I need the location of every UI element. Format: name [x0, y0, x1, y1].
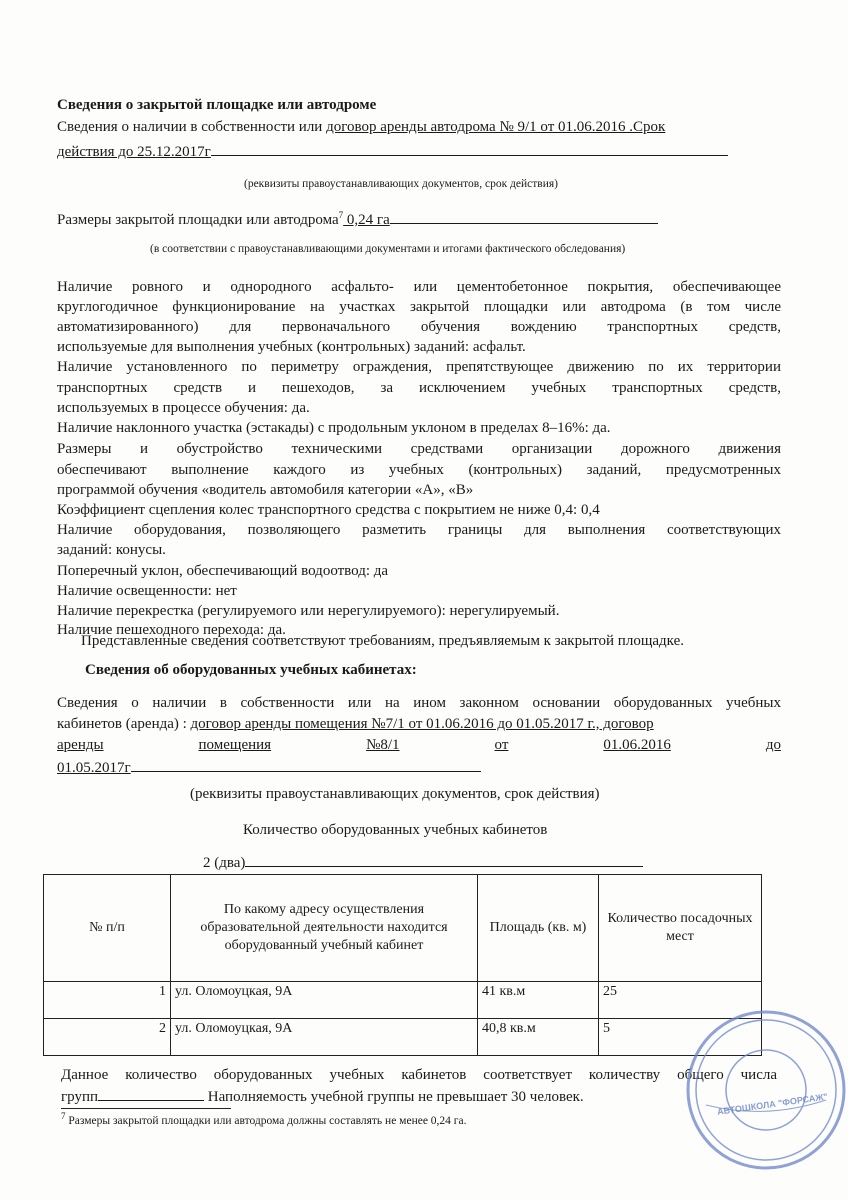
- cell-index: 1: [44, 982, 171, 1019]
- body-line: Наличие пешеходного перехода: да.: [57, 622, 286, 638]
- caption-requisites: (реквизиты правоустанавливающих документов, срок действия): [244, 178, 558, 190]
- blank-line: [245, 852, 643, 867]
- cabinets-line-1: Сведения о наличии в собственности или на ином законном основании оборудованных учебных: [57, 695, 781, 711]
- word: до: [765, 737, 781, 753]
- cell-area: 41 кв.м: [478, 982, 599, 1019]
- cabinets-line-2: [57, 715, 654, 734]
- body-line: заданий: конусы.: [57, 542, 166, 558]
- cell-address: ул. Оломоуцкая, 9А: [171, 1019, 478, 1056]
- blank-line: [390, 209, 658, 224]
- cabinets-table: [43, 874, 762, 1056]
- body-line: Поперечный уклон, обеспечивающий водоотвод: да: [57, 563, 389, 579]
- body-line: программой обучения «водитель автомобиля категории «А», «В»: [57, 482, 474, 498]
- table-row: [44, 982, 762, 1019]
- cabinets-doc: договор аренды помещения №7/1 от 01.06.2016 до 01.05.2017 г., договор: [190, 716, 654, 732]
- column-header: Количество посадочных мест: [599, 875, 762, 982]
- column-header: Площадь (кв. м): [478, 875, 599, 982]
- size-value: 0,24 га: [343, 212, 390, 228]
- word: помещения: [198, 737, 272, 753]
- body-line: используемые для выполнения учебных (контрольных) заданий: асфальт.: [57, 339, 526, 355]
- cell-index: 2: [44, 1019, 171, 1056]
- ownership-line-1: [57, 118, 665, 137]
- footnote-ref: 7: [338, 210, 344, 220]
- stamp-title: АВТОШКОЛА "ФОРСАЖ": [716, 1091, 829, 1117]
- body-line: круглогодичное функционирование на участках закрытой площадки или автодрома (в том числе: [57, 299, 781, 315]
- body-line: Наличие установленного по периметру ограждения, препятствующее движению по их территории: [57, 359, 781, 375]
- body-line: Наличие наклонного участка (эстакады) с продольным уклоном в пределах 8–16%: да.: [57, 420, 611, 436]
- word: аренды: [57, 737, 104, 753]
- word: №8/1: [366, 737, 400, 753]
- body-line: транспортных средств и пешеходов, за исключением учебных транспортных средств,: [57, 380, 781, 396]
- blank-line: [98, 1086, 204, 1101]
- size-label: Размеры закрытой площадки или автодрома: [57, 212, 339, 228]
- word: 01.06.2016: [603, 737, 671, 753]
- ownership-doc: договор аренды автодрома № 9/1 от 01.06.2016 .Срок: [326, 119, 666, 135]
- cell-seats: 25: [599, 982, 762, 1019]
- cell-area: 40,8 кв.м: [478, 1019, 599, 1056]
- cabinets-count-label: Количество оборудованных учебных кабинетов: [243, 822, 548, 838]
- ownership-term: действия до 25.12.2017г: [57, 144, 211, 160]
- cabinets-count-value: 2 (два): [203, 855, 246, 871]
- seal-stamp: [676, 1000, 846, 1170]
- cabinets-prefix: кабинетов (аренда) :: [57, 716, 191, 732]
- cell-address: ул. Оломоуцкая, 9А: [171, 982, 478, 1019]
- cabinets-count-line: [203, 852, 643, 873]
- groups-line-1: Данное количество оборудованных учебных кабинетов соответствует количеству общего числа: [61, 1067, 777, 1083]
- compliance-statement: Представленные сведения соответствуют требованиям, предъявляемым к закрытой площадке.: [81, 633, 684, 649]
- footnote-text: Размеры закрытой площадки или автодрома должны составлять не менее 0,24 га.: [65, 1115, 467, 1127]
- word: от: [494, 737, 509, 753]
- heading-cabinets: Сведения об оборудованных учебных кабинетах:: [85, 662, 417, 678]
- groups-suffix: Наполняемость учебной группы не превышает 30 человек.: [204, 1089, 584, 1105]
- table-header-row: [44, 875, 762, 982]
- body-line: Наличие перекрестка (регулируемого или нерегулируемого): нерегулируемый.: [57, 603, 560, 619]
- ownership-line-2: [57, 141, 728, 162]
- body-line: Наличие оборудования, позволяющего разметить границы для выполнения соответствующих: [57, 522, 781, 538]
- body-line: Наличие освещенности: нет: [57, 583, 237, 599]
- footnote-divider: [61, 1108, 231, 1109]
- body-line: Наличие ровного и однородного асфальто- или цементобетонное покрытия, обеспечивающее: [57, 279, 781, 295]
- footnote-mark: 7: [61, 1111, 66, 1122]
- cabinets-line-4: [57, 757, 481, 778]
- groups-line-2: [61, 1086, 584, 1107]
- body-line: Размеры и обустройство техническими средствами организации дорожного движения: [57, 441, 781, 457]
- size-line: [57, 209, 658, 230]
- blank-line: [131, 757, 481, 772]
- column-header: № п/п: [44, 875, 171, 982]
- blank-line: [211, 141, 728, 156]
- groups-prefix: групп: [61, 1089, 99, 1105]
- footnote: [61, 1112, 467, 1131]
- body-line: Коэффициент сцепления колес транспортного средства с покрытием не ниже 0,4: 0,4: [57, 502, 600, 518]
- cabinets-term: 01.05.2017г: [57, 760, 131, 776]
- caption-requisites-2: (реквизиты правоустанавливающих документов, срок действия): [190, 786, 600, 802]
- table-row: [44, 1019, 762, 1056]
- body-line: автоматизированного) для первоначального обучения вождению транспортных средств,: [57, 319, 781, 335]
- cell-seats: 5: [599, 1019, 762, 1056]
- caption-size: (в соответствии с правоустанавливающими документами и итогами фактического обследования): [150, 243, 626, 255]
- body-line: используемых в процессе обучения: да.: [57, 400, 310, 416]
- ownership-prefix: Сведения о наличии в собственности или: [57, 119, 327, 135]
- heading-site: Сведения о закрытой площадке или автодроме: [57, 97, 377, 113]
- column-header: По какому адресу осуществления образовательной деятельности находится оборудованный учебный кабинет: [171, 875, 478, 982]
- cabinets-line-3: [57, 736, 781, 755]
- body-line: обеспечивают выполнение каждого из учебных (контрольных) заданий, предусмотренных: [57, 462, 781, 478]
